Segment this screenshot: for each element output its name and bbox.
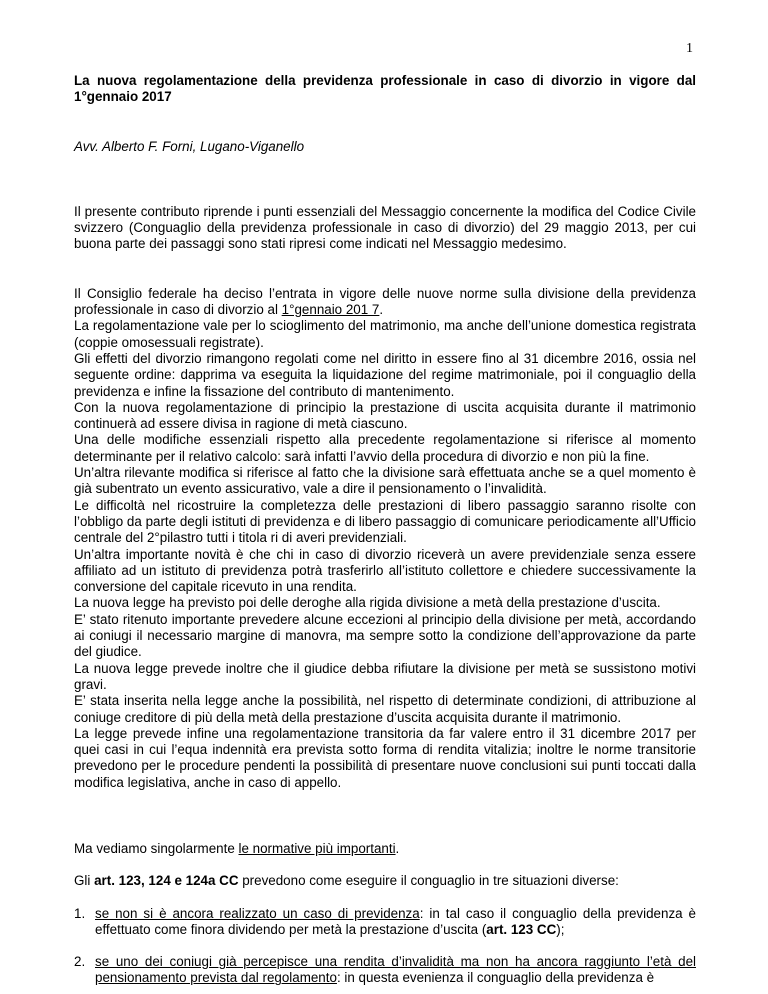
body-line: La legge prevede infine una regolamentazione transitoria da far valere entro il 31 dicembre 2017 per quei casi in cui l’equa indennità era prevista sotto forma di rendita vitalizia; inoltre le norme transitorie prevedono per le procedure pendenti la possibilità di presentare nuove conclusioni sui punti toccati dalla modifica legislativa, anche in caso di appello. xyxy=(74,725,696,790)
body-line: Gli effetti del divorzio rimangono regolati come nel diritto in essere fino al 31 dicembre 2016, ossia nel seguente ordine: dapprima va eseguita la liquidazione del regime matrimoniale, poi il conguaglio della previdenza e infine la fissazione del contributo di mantenimento. xyxy=(74,350,696,399)
body-line: La regolamentazione vale per lo scioglimento del matrimonio, ma anche dell’unione domestica registrata (coppie omosessuali registrate). xyxy=(74,318,696,350)
body-line: Una delle modifiche essenziali rispetto alla precedente regolamentazione si riferisce al momento determinante per il relativo calcolo: sarà infatti l’avvio della procedura di divorzio e non più la fine. xyxy=(74,432,696,464)
body-line: La nuova legge ha previsto poi delle deroghe alla rigida divisione a metà della prestazione d’uscita. xyxy=(74,595,661,611)
articles-paragraph: Gli art. 123, 124 e 124a CC prevedono come eseguire il conguaglio in tre situazioni diverse: xyxy=(74,873,619,889)
body-line: Le difficoltà nel ricostruire la completezza delle prestazioni di libero passaggio saranno risolte con l’obbligo da parte degli istituti di previdenza e di libero passaggio di comunicare periodicamente all’Ufficio centrale del 2°pilastro tutti i titola ri di averi previdenziali. xyxy=(74,497,696,546)
body-line: E’ stato ritenuto importante prevedere alcune eccezioni al principio della divisione per metà, accordando ai coniugi il necessario margine di manovra, ma sempre sotto la condizione dell’approvazione da parte del giudice. xyxy=(74,611,696,660)
effective-date-text: Il Consiglio federale ha deciso l’entrata in vigore delle nuove norme sulla divisione della previdenza professionale in caso di divorzio al xyxy=(74,285,696,318)
list-number: 1. xyxy=(74,905,86,921)
body-line: Con la nuova regolamentazione di principio la prestazione di uscita acquisita durante il matrimonio continuerà ad essere divisa in ragione di metà ciascuno. xyxy=(74,399,696,432)
list-item: 1. se non si è ancora realizzato un caso di previdenza: in tal caso il conguaglio della previdenza è effettuato come finora dividendo per metà la prestazione d’uscita (art. 123 CC); xyxy=(74,905,697,937)
document-body xyxy=(74,73,696,987)
page-number: 1 xyxy=(686,41,693,56)
intro-paragraph: Il presente contributo riprende i punti essenziali del Messaggio concernente la modifica del Codice Civile svizzero (Conguaglio della previdenza professionale in caso di divorzio) del 29 maggio 2013, per cui buona parte dei passaggi sono stati ripresi come indicati nel Messaggio medesimo. xyxy=(74,203,696,252)
normative-intro: Ma vediamo singolarmente le normative più importanti. xyxy=(74,840,400,856)
document-title: La nuova regolamentazione della previdenza professionale in caso di divorzio in vigore dal 1°gennaio 2017 xyxy=(74,73,696,105)
main-section xyxy=(74,286,696,791)
effective-date-paragraph: Il Consiglio federale ha deciso l’entrata in vigore delle nuove norme sulla divisione della previdenza professionale in caso di divorzio al 1°gennaio 201 7. xyxy=(74,285,696,318)
body-line: Un’altra importante novità è che chi in caso di divorzio riceverà un avere previdenziale senza essere affiliato ad un istituto di previdenza potrà trasferirlo all’istituto collettore e chiedere successivamente la conversione del capitale ricevuto in una rendita. xyxy=(74,546,696,595)
normative-link-text: le normative più importanti xyxy=(238,840,396,856)
body-line: Un’altra rilevante modifica si riferisce al fatto che la divisione sarà effettuata anche se a quel momento è già subentrato un evento assicurativo, vale a dire il pensionamento o l’invalidità. xyxy=(74,465,696,497)
list-number: 2. xyxy=(74,954,86,970)
articles-reference: art. 123, 124 e 124a CC xyxy=(94,873,239,889)
author-line: Avv. Alberto F. Forni, Lugano-Viganello xyxy=(74,138,305,154)
effective-date: 1°gennaio 201 7 xyxy=(281,302,380,318)
body-line: E’ stata inserita nella legge anche la possibilità, nel rispetto di determinate condizioni, di attribuzione al coniuge creditore di più della metà della prestazione d’uscita acquisita durante il matrimonio. xyxy=(74,693,696,725)
situations-list xyxy=(74,906,696,987)
body-line: La nuova legge prevede inoltre che il giudice debba rifiutare la divisione per metà se sussistono motivi gravi. xyxy=(74,660,696,692)
list-item: 2. se uno dei coniugi già percepisce una rendita d’invalidità ma non ha ancora raggiunto l’età del pensionamento prevista dal regolamento: in questa evenienza il conguaglio della previdenza è xyxy=(74,954,696,986)
